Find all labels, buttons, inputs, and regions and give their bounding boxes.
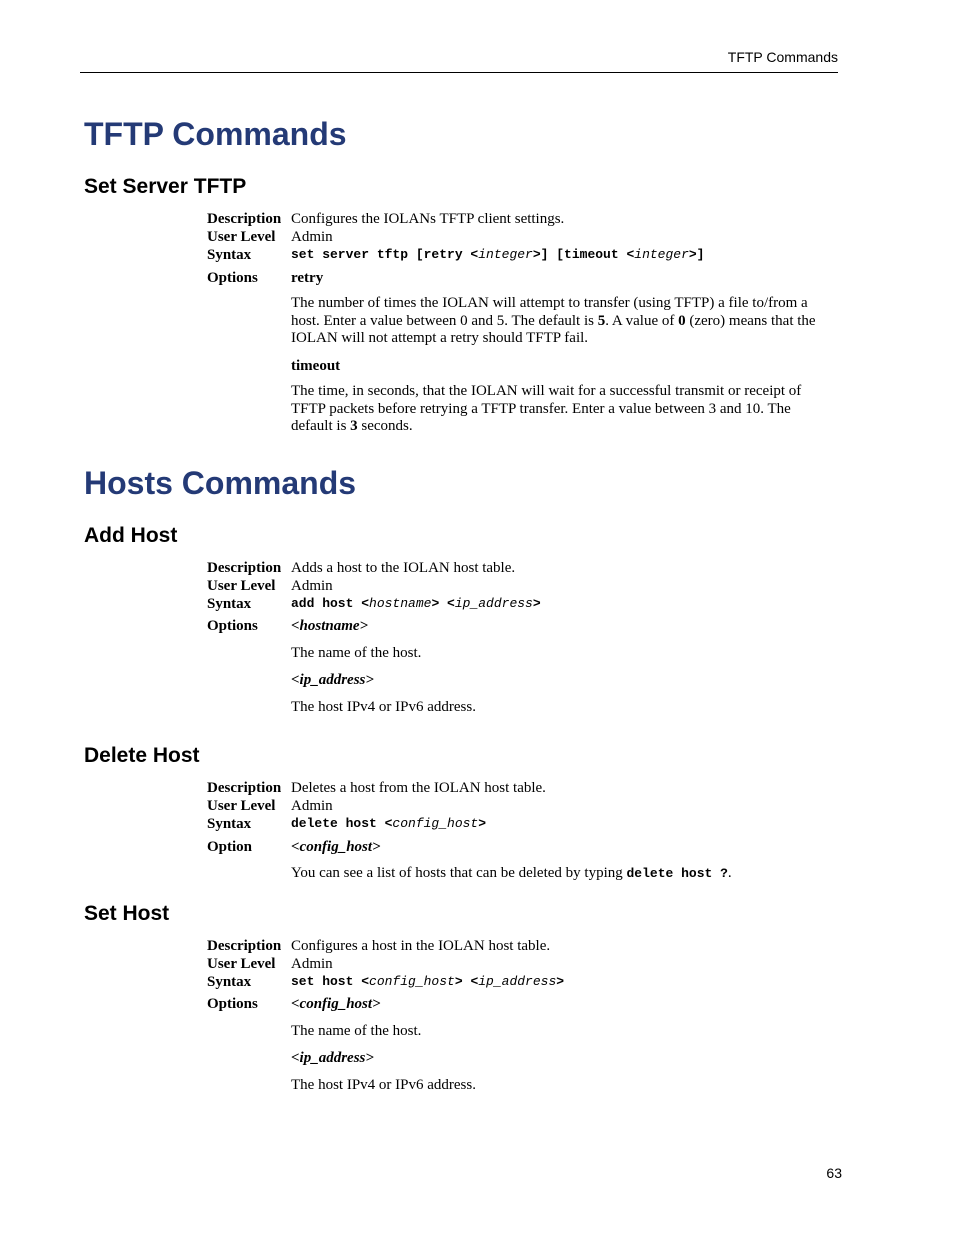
syntax-command <box>291 595 541 613</box>
user-level-value: Admin <box>291 578 333 594</box>
syntax-argument: ip_address <box>454 596 533 611</box>
option-description-retry: The number of times the IOLAN will attempt to transfer (using TFTP) a file to/from a host. Enter a value between 0 and 5. The default is 5. A value of 0 (zero) means that the IOLAN will not attempt a retry should TFTP fail. <box>291 295 816 346</box>
options-label: Options <box>207 618 258 634</box>
syntax-part: delete host < <box>291 816 393 831</box>
option-name-config-host: <config_host> <box>291 839 381 855</box>
syntax-argument: integer <box>478 247 533 262</box>
syntax-part: >] <box>688 247 705 262</box>
syntax-argument: config_host <box>392 816 479 831</box>
syntax-command <box>291 815 486 833</box>
syntax-part: set server tftp [retry < <box>291 247 479 262</box>
options-label: Options <box>207 996 258 1012</box>
user-level-value: Admin <box>291 798 333 814</box>
description-value: Adds a host to the IOLAN host table. <box>291 560 516 576</box>
user-level-label: User Level <box>207 956 276 972</box>
description-label: Description <box>207 211 282 227</box>
option-name-config-host: <config_host> <box>291 996 381 1012</box>
option-description-ip-address: The host IPv4 or IPv6 address. <box>291 699 476 715</box>
syntax-part: > <box>478 816 487 831</box>
syntax-label: Syntax <box>207 974 252 990</box>
option-description-config-host: The name of the host. <box>291 1023 422 1039</box>
subsection-title-delete-host: Delete Host <box>84 744 200 767</box>
syntax-command <box>291 246 704 264</box>
syntax-command <box>291 973 564 991</box>
syntax-argument: hostname <box>369 596 432 611</box>
syntax-part: >] [timeout < <box>532 247 635 262</box>
user-level-value: Admin <box>291 956 333 972</box>
syntax-label: Syntax <box>207 596 252 612</box>
section-title-tftp-commands: TFTP Commands <box>84 116 347 152</box>
description-value: Deletes a host from the IOLAN host table. <box>291 780 546 796</box>
syntax-label: Syntax <box>207 816 252 832</box>
option-name-ip-address: <ip_address> <box>291 1050 374 1066</box>
syntax-part: add host < <box>291 596 370 611</box>
option-name-ip-address: <ip_address> <box>291 672 374 688</box>
syntax-part: > <box>556 974 565 989</box>
description-value: Configures a host in the IOLAN host table. <box>291 938 551 954</box>
inline-command: delete host ? <box>626 866 728 881</box>
options-label: Options <box>207 270 258 286</box>
page-number: 63 <box>826 1165 842 1181</box>
running-header: TFTP Commands <box>727 49 838 65</box>
description-label: Description <box>207 560 282 576</box>
subsection-title-add-host: Add Host <box>84 524 178 547</box>
subsection-title-set-host: Set Host <box>84 902 170 925</box>
user-level-label: User Level <box>207 578 276 594</box>
subsection-title-set-server-tftp: Set Server TFTP <box>84 175 247 198</box>
syntax-part: > < <box>431 596 455 611</box>
option-name-timeout: timeout <box>291 358 341 374</box>
description-label: Description <box>207 938 282 954</box>
syntax-label: Syntax <box>207 247 252 263</box>
description-value: Configures the IOLANs TFTP client settings. <box>291 211 565 227</box>
user-level-label: User Level <box>207 229 276 245</box>
syntax-argument: config_host <box>369 974 455 989</box>
option-name-hostname: <hostname> <box>291 618 369 634</box>
option-name-retry: retry <box>291 270 324 286</box>
option-description-config-host: You can see a list of hosts that can be deleted by typing delete host ?. <box>291 865 732 881</box>
syntax-argument: integer <box>634 247 689 262</box>
syntax-part: > < <box>454 974 479 989</box>
syntax-argument: ip_address <box>478 974 557 989</box>
user-level-value: Admin <box>291 229 333 245</box>
syntax-part: set host < <box>291 974 370 989</box>
option-description-hostname: The name of the host. <box>291 645 422 661</box>
user-level-label: User Level <box>207 798 276 814</box>
option-label: Option <box>207 839 253 855</box>
syntax-part: > <box>532 596 541 611</box>
section-title-hosts-commands: Hosts Commands <box>84 465 357 501</box>
option-description-timeout: The time, in seconds, that the IOLAN will wait for a successful transmit or receipt of TFTP packets before retrying a TFTP transfer. Enter a value between 3 and 10. The default is 3 seconds. <box>291 383 802 434</box>
header-divider <box>80 72 838 73</box>
option-description-ip-address: The host IPv4 or IPv6 address. <box>291 1077 476 1093</box>
description-label: Description <box>207 780 282 796</box>
